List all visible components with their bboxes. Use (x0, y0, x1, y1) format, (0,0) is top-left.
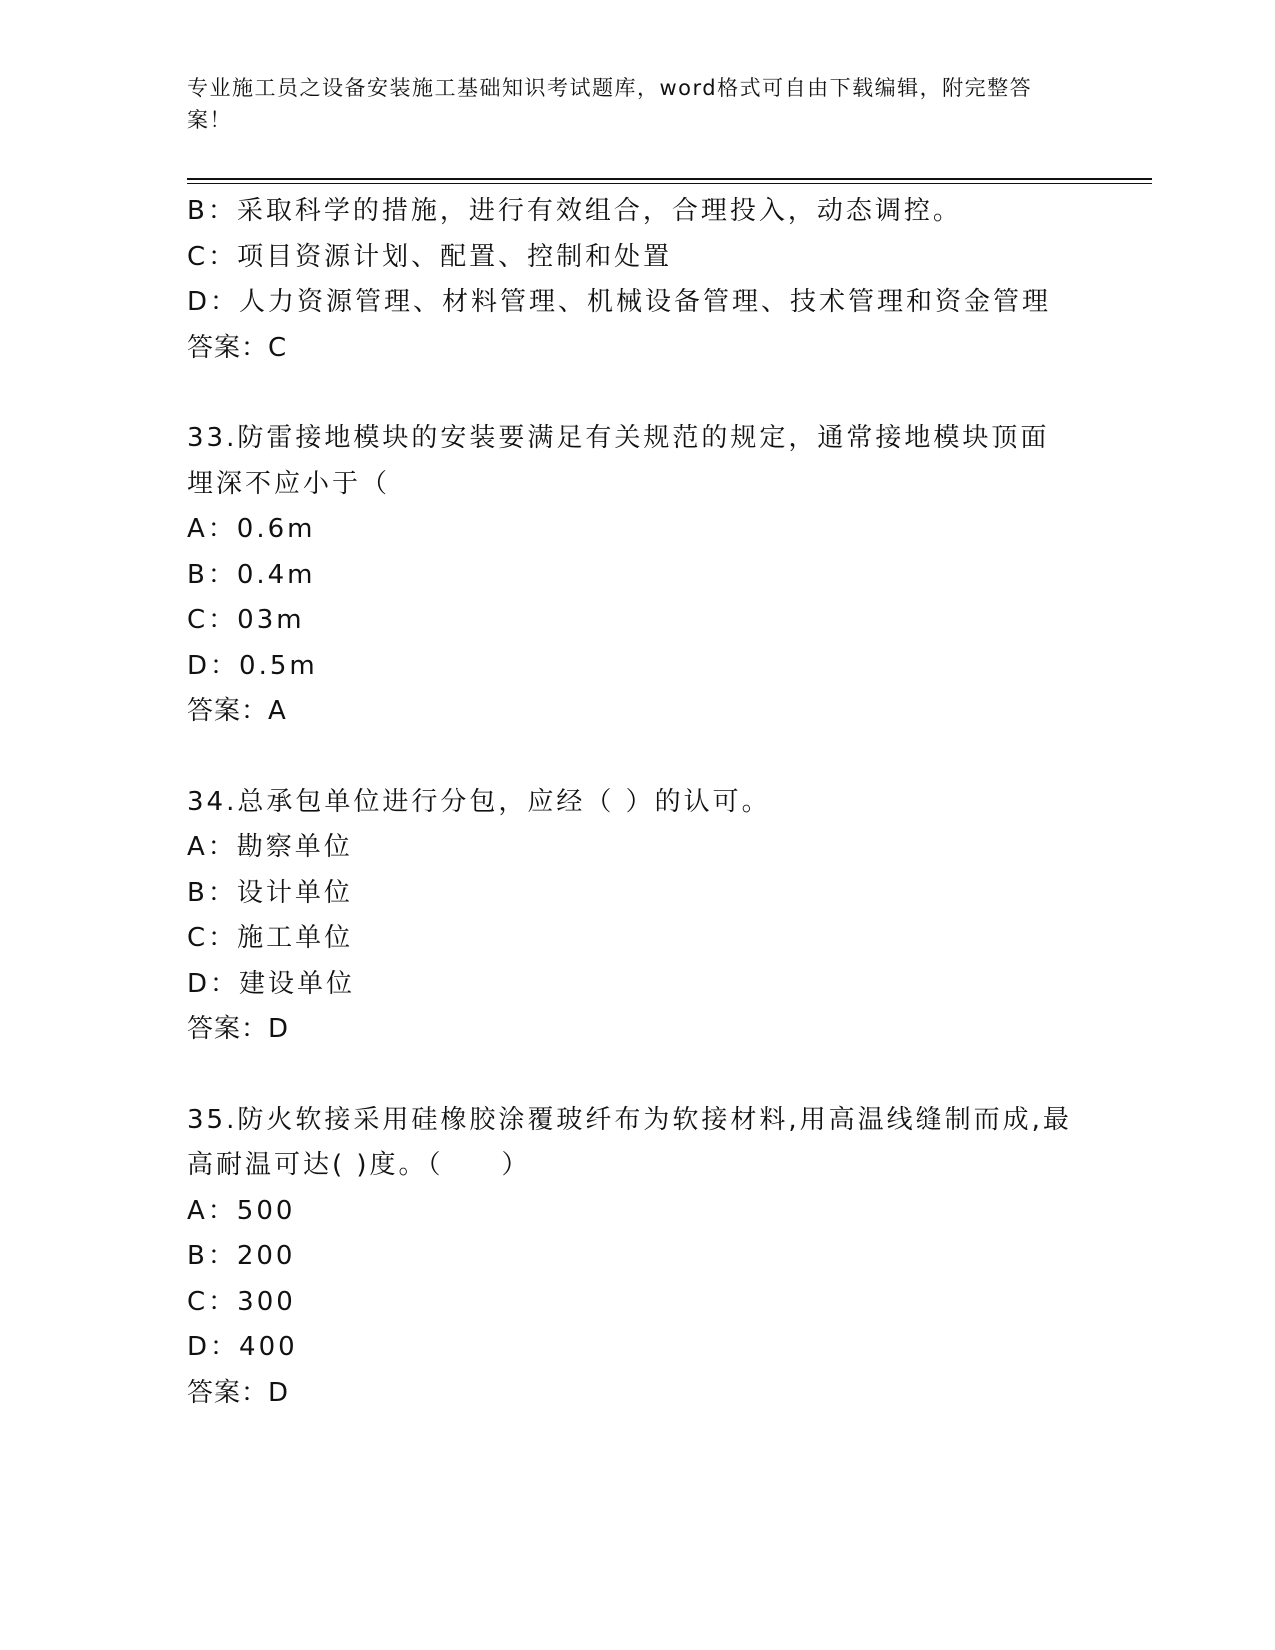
header-rule-thin (187, 183, 1152, 184)
option-d: D：人力资源管理、材料管理、机械设备管理、技术管理和资金管理 (187, 287, 1052, 317)
option-c: C：项目资源计划、配置、控制和处置 (187, 241, 673, 272)
option-b: B：采取科学的措施，进行有效组合，合理投入，动态调控。 (187, 196, 962, 226)
option-c: C：施工单位 (187, 923, 354, 953)
question-text: 35.防火软接采用硅橡胶涂覆玻纤布为软接材料,用高温线缝制而成,最高耐温可达( )度。（ ） (187, 1104, 1072, 1180)
spacer (187, 735, 1087, 780)
document-header: 专业施工员之设备安装施工基础知识考试题库，word格式可自由下载编辑，附完整答案！ (187, 76, 1033, 132)
option-d: D：400 (187, 1332, 298, 1362)
option-b: B：设计单位 (187, 877, 353, 908)
option-c: C：03m (187, 605, 305, 635)
answer-line: 答案：D (187, 1377, 290, 1408)
document-body (187, 189, 1087, 1416)
option-b: B：200 (187, 1241, 296, 1271)
option-a: A：500 (187, 1195, 296, 1226)
question-text: 33.防雷接地模块的安装要满足有关规范的规定，通常接地模块顶面埋深不应小于（ (187, 423, 1050, 499)
answer-line: 答案：C (187, 332, 288, 363)
question-35 (187, 1098, 1087, 1417)
question-text: 34.总承包单位进行分包，应经（ ）的认可。 (187, 786, 771, 817)
option-d: D：0.5m (187, 650, 318, 681)
option-a: A：0.6m (187, 514, 316, 544)
option-a: A：勘察单位 (187, 832, 353, 862)
answer-line: 答案：D (187, 1014, 290, 1044)
option-d: D：建设单位 (187, 968, 356, 999)
spacer (187, 371, 1087, 416)
header-rule (187, 178, 1152, 180)
spacer (187, 1053, 1087, 1098)
answer-line: 答案：A (187, 696, 287, 726)
question-34 (187, 780, 1087, 1053)
question-33 (187, 416, 1087, 735)
option-c: C：300 (187, 1286, 296, 1317)
carryover-question (187, 189, 1087, 371)
option-b: B：0.4m (187, 559, 316, 590)
